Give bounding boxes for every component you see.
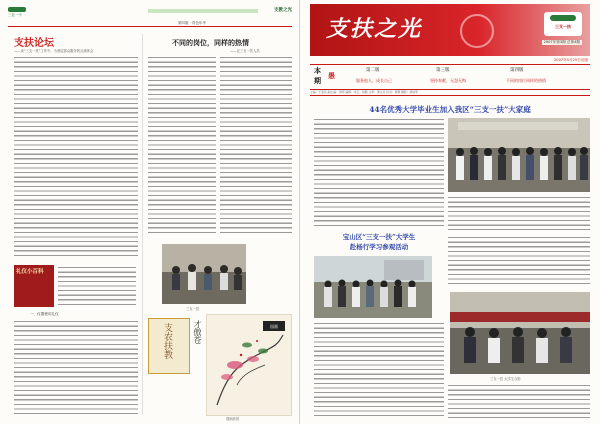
issue-info: 2007年第3期 总第4期 xyxy=(543,40,580,44)
table-label-b: 期 xyxy=(314,77,321,85)
credits-line: 主编：王爱民 副主编：李明 编辑：朱玉、杨勤 主审：黄文灵 校对：周顺 摄影：胡桂军 xyxy=(310,90,418,94)
visit-photo-image xyxy=(314,256,432,318)
main-group-photo-image xyxy=(448,118,590,192)
table-col1-value: 服务他人，成长自己 xyxy=(356,78,392,83)
masthead-banner xyxy=(310,4,590,56)
subheadline-line-2: 赴杨行学习参观活动 xyxy=(349,243,409,251)
main-group-photo xyxy=(448,118,590,192)
main-photo-side-text xyxy=(448,196,590,230)
brush-caption: 国画欣赏 xyxy=(226,417,240,421)
article-title: 不同的岗位，同样的热情 xyxy=(172,38,249,47)
column-body-text xyxy=(14,56,138,256)
table-col3-value: 不同的岗位同样的热情 xyxy=(506,78,546,83)
svg-text:国画: 国画 xyxy=(270,324,278,329)
article-photo-caption: 三支一扶 xyxy=(186,307,200,311)
bottom-body-text xyxy=(14,320,138,416)
bottom-heading: 一、仪器使用礼仪 xyxy=(30,312,59,316)
ceremony-photo-image xyxy=(450,292,590,374)
brush-painting xyxy=(206,314,292,416)
table-col2-value: 坚持奉献，无怨无悔 xyxy=(430,78,466,83)
sponsor-logo-text: 三支一扶 xyxy=(555,24,571,29)
headline: 44名优秀大学毕业生加入我区“三支一扶”大家庭 xyxy=(369,105,531,114)
ceremony-photo xyxy=(450,292,590,374)
subheadline-line-1: 宝山区“三支一扶”大学生 xyxy=(342,233,416,241)
table-label-a: 本 xyxy=(314,67,321,75)
column-title: 支扶论坛 xyxy=(14,38,54,49)
article-photo xyxy=(162,244,246,304)
brush-painting-image xyxy=(207,315,291,415)
seal-text: 支农扶教 xyxy=(162,323,172,359)
contents-table xyxy=(310,64,590,90)
article-photo-image xyxy=(162,244,246,304)
ad-banner xyxy=(14,265,54,307)
article-byline: ——记三支一扶人员 xyxy=(230,49,260,53)
date-line: 2007年5月25日出版 xyxy=(554,58,588,62)
table-col2-head: 第三版 xyxy=(436,68,450,73)
left-header-rule xyxy=(8,26,292,27)
left-header xyxy=(8,5,292,27)
right-bottom-text xyxy=(448,384,590,418)
header-right-title: 支教之光 xyxy=(274,8,292,13)
left-logo-text: 三亚一中 xyxy=(8,13,22,17)
right-page xyxy=(300,0,600,424)
ad-banner-text: 礼仪小百科 xyxy=(16,269,44,275)
article-body-col-a xyxy=(148,56,216,236)
table-row-value: 愚 xyxy=(328,72,335,80)
table-col3-head: 第四版 xyxy=(510,68,524,73)
masthead-decor xyxy=(460,14,494,48)
table-col1-head: 第二版 xyxy=(366,68,380,73)
visit-body-text xyxy=(314,322,444,418)
masthead-title: 支扶之光 xyxy=(326,16,423,42)
ceremony-photo-caption: 三支一扶 大学生合影 xyxy=(490,377,521,381)
sponsor-logo xyxy=(544,12,582,36)
credits-rule xyxy=(310,95,590,96)
left-logo xyxy=(8,7,30,23)
article-body-col-b xyxy=(220,56,292,236)
right-col-body-text xyxy=(448,236,590,286)
calligraphy-text: 才傲苍 xyxy=(193,320,202,344)
seal-block xyxy=(148,318,190,374)
ad-banner-side-text xyxy=(58,266,136,306)
visit-photo xyxy=(314,256,432,318)
column-subtitle: ——谈“三支一扶”工作中，为基层群众服务的点滴体会 xyxy=(14,49,94,53)
left-column-divider xyxy=(142,34,143,414)
headline-body-text xyxy=(314,118,444,228)
header-strip: 第四版 · 青色年华 xyxy=(148,9,258,13)
